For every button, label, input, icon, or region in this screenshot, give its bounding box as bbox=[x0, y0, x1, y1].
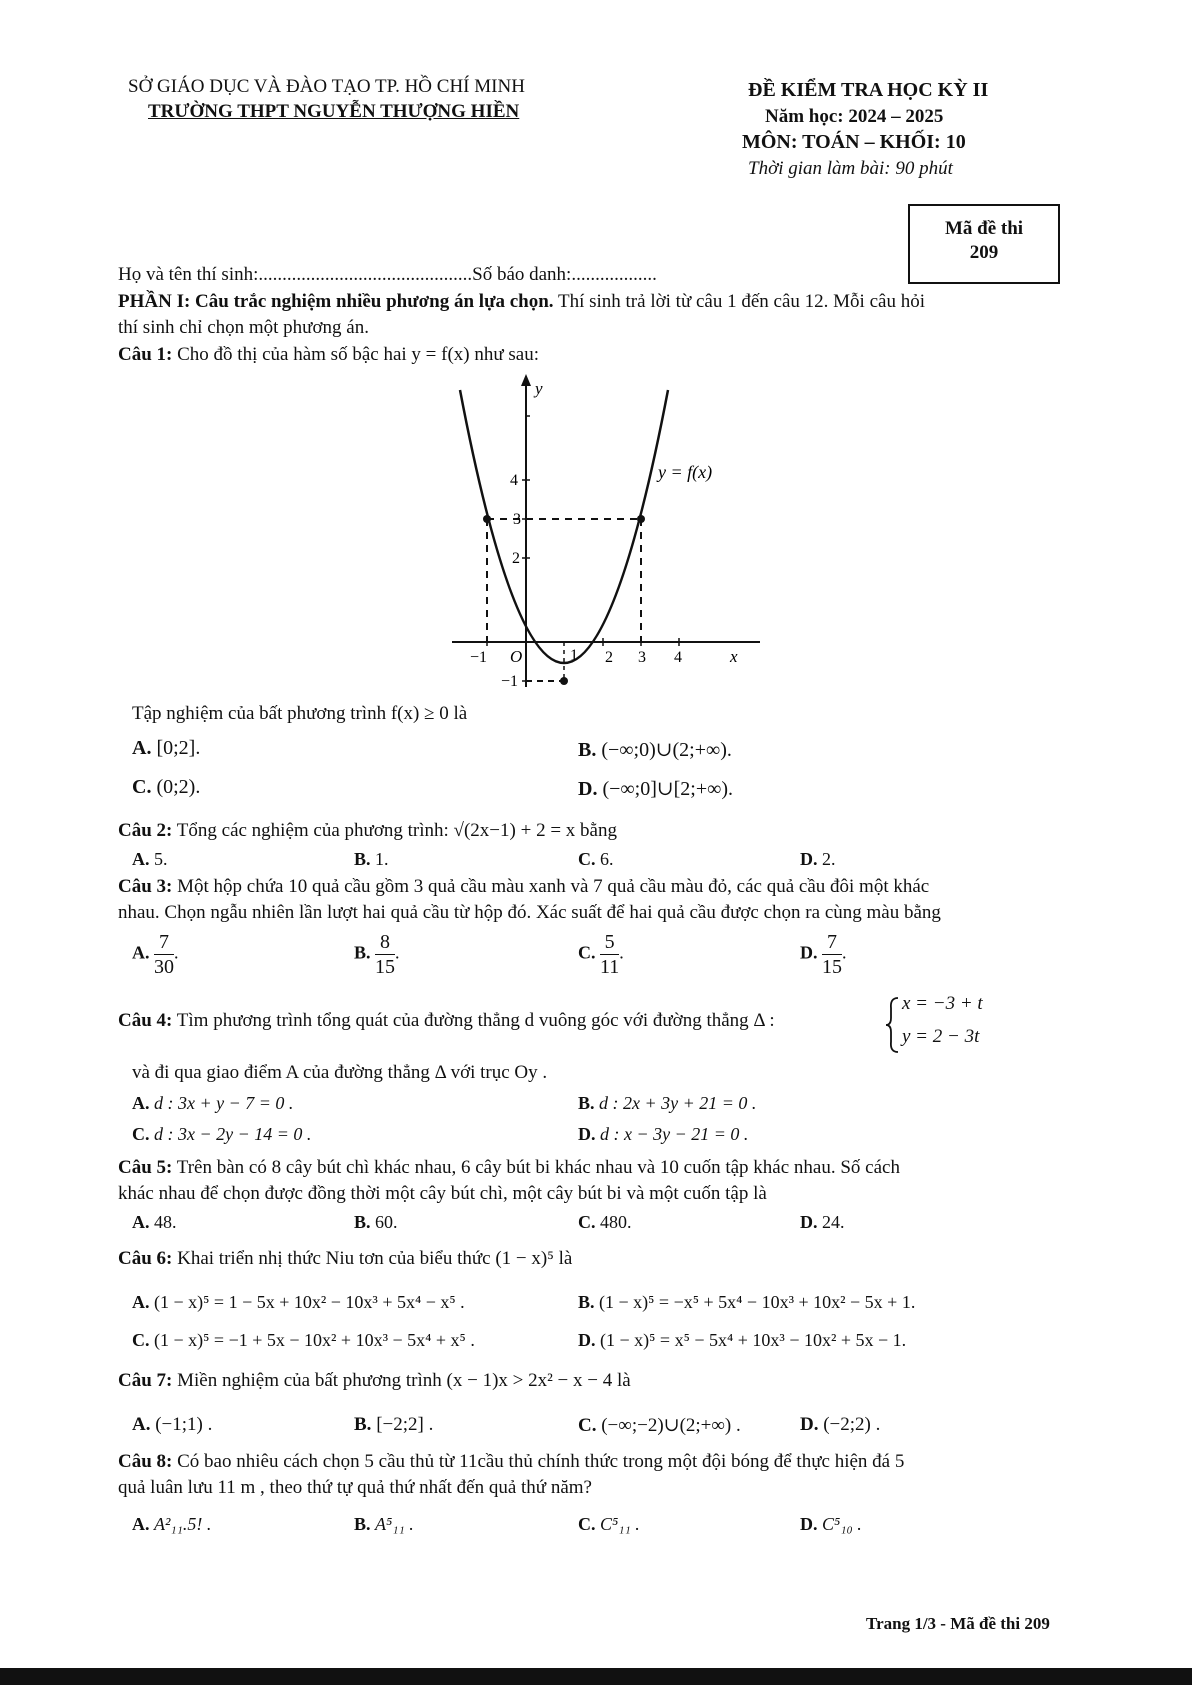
option-text: (−∞;−2)∪(2;+∞) . bbox=[601, 1415, 741, 1436]
fraction bbox=[600, 930, 619, 979]
q7-option-b bbox=[354, 1414, 433, 1436]
question-2-text: Tổng các nghiệm của phương trình: √(2x−1) + 2 = x bằng bbox=[172, 820, 617, 841]
option-text: (−1;1) . bbox=[155, 1414, 213, 1435]
option-letter: B. bbox=[354, 942, 371, 963]
q1-option-b bbox=[578, 737, 732, 762]
school-name: TRƯỜNG THPT NGUYỄN THƯỢNG HIỀN bbox=[148, 101, 520, 122]
q6-option-a bbox=[132, 1292, 465, 1313]
point-minus1-3 bbox=[483, 515, 491, 523]
question-8 bbox=[118, 1451, 904, 1473]
q3-option-d: D. $\frac{7}{15}$ . bbox=[800, 931, 847, 978]
denominator: 11 bbox=[600, 956, 620, 978]
option-letter: C. bbox=[578, 1415, 597, 1436]
option-letter: A. bbox=[132, 942, 150, 963]
numerator: 8 bbox=[375, 930, 395, 955]
q1-option-a bbox=[132, 737, 200, 760]
tick-x-2: 2 bbox=[605, 649, 613, 666]
question-6-text: Khai triển nhị thức Niu tơn của biểu thức (1 − x)⁵ là bbox=[172, 1248, 573, 1269]
page-footer: Trang 1/3 - Mã đề thi 209 bbox=[866, 1614, 1050, 1633]
exam-title: ĐỀ KIỂM TRA HỌC KỲ II bbox=[748, 79, 989, 101]
q1-option-c bbox=[132, 776, 200, 799]
option-letter: A. bbox=[132, 737, 152, 759]
q8-option-c bbox=[578, 1514, 640, 1535]
option-letter: D. bbox=[578, 1330, 596, 1350]
option-text: A⁵₁₁ . bbox=[375, 1514, 414, 1534]
numerator: 7 bbox=[154, 930, 174, 955]
question-5-text-2: khác nhau để chọn được đồng thời một cây bút chì, một cây bút bi và một cuốn tập là bbox=[118, 1183, 767, 1204]
q4-option-b bbox=[578, 1093, 756, 1114]
question-7-text: Miền nghiệm của bất phương trình (x − 1)x > 2x² − x − 4 là bbox=[172, 1370, 631, 1391]
x-axis-label: x bbox=[730, 647, 738, 666]
option-letter: A. bbox=[132, 1414, 151, 1435]
question-8-text-2: quả luân lưu 11 m , theo thứ tự quả thứ nhất đến quả thứ năm? bbox=[118, 1477, 592, 1498]
question-7-label: Câu 7: bbox=[118, 1370, 173, 1391]
quadratic-graph bbox=[440, 372, 770, 694]
question-4-text-2: và đi qua giao điểm A của đường thẳng Δ với trục Oy . bbox=[132, 1062, 548, 1083]
option-letter: B. bbox=[354, 1414, 372, 1435]
y-axis-arrow bbox=[521, 374, 531, 386]
question-5 bbox=[118, 1157, 900, 1179]
system-equation-2: y = 2 − 3t bbox=[902, 1026, 980, 1047]
option-text: 1. bbox=[375, 849, 389, 869]
question-3-label: Câu 3: bbox=[118, 876, 173, 897]
subject-line: MÔN: TOÁN – KHỐI: 10 bbox=[742, 131, 966, 153]
option-text: 48. bbox=[154, 1212, 177, 1232]
point-3-3 bbox=[637, 515, 645, 523]
option-text: d : x − 3y − 21 = 0 . bbox=[600, 1124, 749, 1144]
option-letter: D. bbox=[800, 1514, 818, 1534]
question-6-label: Câu 6: bbox=[118, 1248, 173, 1269]
option-text: 2. bbox=[822, 849, 836, 869]
q2-option-a bbox=[132, 849, 168, 870]
option-text: (−∞;0)∪(2;+∞). bbox=[601, 739, 732, 761]
q1-option-d bbox=[578, 776, 733, 801]
tick-x-minus1: −1 bbox=[470, 649, 488, 666]
option-letter: B. bbox=[578, 1093, 595, 1113]
question-2-label: Câu 2: bbox=[118, 820, 173, 841]
q7-option-c bbox=[578, 1414, 741, 1437]
q7-option-a bbox=[132, 1414, 212, 1436]
option-text: 24. bbox=[822, 1212, 845, 1232]
part1-desc: Thí sinh trả lời từ câu 1 đến câu 12. Mỗi câu hỏi bbox=[553, 291, 925, 312]
option-text: d : 3x − 2y − 14 = 0 . bbox=[154, 1124, 312, 1144]
question-7 bbox=[118, 1370, 631, 1392]
denominator: 15 bbox=[822, 956, 842, 978]
q8-option-d bbox=[800, 1514, 862, 1535]
q5-option-a bbox=[132, 1212, 177, 1233]
tick-x-3: 3 bbox=[638, 649, 646, 666]
question-6 bbox=[118, 1248, 572, 1270]
option-letter: A. bbox=[132, 849, 150, 869]
vertex-point bbox=[560, 677, 568, 685]
option-text: (1 − x)⁵ = x⁵ − 5x⁴ + 10x³ − 10x² + 5x − 1. bbox=[600, 1330, 907, 1350]
tick-x-1: 1 bbox=[570, 647, 578, 664]
question-4 bbox=[118, 1010, 775, 1032]
parabola-curve bbox=[460, 390, 668, 663]
question-5-text: Trên bàn có 8 cây bút chì khác nhau, 6 cây bút bi khác nhau và 10 cuốn tập khác nhau. Số cách bbox=[172, 1157, 900, 1178]
question-3 bbox=[118, 876, 929, 898]
q3-option-b: B. $\frac{8}{15}$ . bbox=[354, 931, 400, 978]
option-text: 6. bbox=[600, 849, 614, 869]
option-text: (0;2). bbox=[156, 776, 201, 798]
option-letter: D. bbox=[800, 942, 818, 963]
tick-x-4: 4 bbox=[674, 649, 682, 666]
tick-y-minus1: −1 bbox=[501, 673, 519, 690]
option-letter: A. bbox=[132, 1514, 150, 1534]
part1-title: PHẦN I: Câu trắc nghiệm nhiều phương án lựa chọn. bbox=[118, 291, 554, 312]
school-year: Năm học: 2024 – 2025 bbox=[765, 106, 944, 127]
option-text: (−∞;0]∪[2;+∞). bbox=[602, 778, 734, 800]
option-text: [−2;2] . bbox=[376, 1414, 434, 1435]
q7-option-d bbox=[800, 1414, 880, 1436]
option-text: d : 3x + y − 7 = 0 . bbox=[154, 1093, 294, 1113]
option-text: C⁵₁₀ . bbox=[822, 1514, 862, 1534]
option-letter: D. bbox=[800, 1212, 818, 1232]
option-text: (1 − x)⁵ = −x⁵ + 5x⁴ − 10x³ + 10x² − 5x + 1. bbox=[599, 1292, 916, 1312]
tick-y-2: 2 bbox=[512, 550, 520, 567]
q3-option-a: A. $\frac{7}{30}$ . bbox=[132, 931, 179, 978]
curve-label: y = f(x) bbox=[658, 462, 713, 482]
q8-option-a bbox=[132, 1514, 211, 1535]
option-letter: C. bbox=[132, 776, 152, 798]
exam-code-label: Mã đề thi bbox=[944, 218, 1024, 239]
q5-option-d bbox=[800, 1212, 845, 1233]
option-letter: D. bbox=[800, 849, 818, 869]
scan-bottom-edge bbox=[0, 1668, 1192, 1685]
question-2 bbox=[118, 820, 617, 842]
option-letter: D. bbox=[578, 1124, 596, 1144]
option-letter: A. bbox=[132, 1093, 150, 1113]
option-letter: D. bbox=[800, 1414, 819, 1435]
option-text: 5. bbox=[154, 849, 168, 869]
q6-option-c bbox=[132, 1330, 475, 1351]
option-letter: A. bbox=[132, 1212, 150, 1232]
question-4-text: Tìm phương trình tổng quát của đường thẳng d vuông góc với đường thẳng Δ : bbox=[172, 1010, 775, 1031]
option-text: d : 2x + 3y + 21 = 0 . bbox=[599, 1093, 757, 1113]
option-letter: C. bbox=[578, 942, 596, 963]
option-text: 60. bbox=[375, 1212, 398, 1232]
option-text: [0;2]. bbox=[156, 737, 201, 759]
part1-header bbox=[118, 291, 925, 313]
option-letter: B. bbox=[354, 849, 371, 869]
question-8-label: Câu 8: bbox=[118, 1451, 173, 1472]
fraction bbox=[375, 930, 395, 979]
q6-option-b bbox=[578, 1292, 915, 1313]
option-letter: A. bbox=[132, 1292, 150, 1312]
tick-y-3: 3 bbox=[513, 511, 521, 528]
numerator: 5 bbox=[600, 930, 619, 955]
question-8-text: Có bao nhiêu cách chọn 5 cầu thủ từ 11cầu thủ chính thức trong một đội bóng để thực hiện đá 5 bbox=[172, 1451, 905, 1472]
q8-option-b bbox=[354, 1514, 414, 1535]
origin-label: O bbox=[510, 647, 523, 666]
q4-option-d bbox=[578, 1124, 748, 1145]
option-letter: C. bbox=[132, 1124, 150, 1144]
q6-option-d bbox=[578, 1330, 906, 1351]
question-5-label: Câu 5: bbox=[118, 1157, 173, 1178]
part1-desc-2: thí sinh chỉ chọn một phương án. bbox=[118, 317, 369, 338]
exam-code-value: 209 bbox=[969, 242, 999, 263]
q2-option-b bbox=[354, 849, 389, 870]
q5-option-c bbox=[578, 1212, 632, 1233]
y-axis-label: y bbox=[535, 379, 543, 398]
q3-option-c: C. $\frac{5}{11}$ . bbox=[578, 931, 624, 978]
option-text: (1 − x)⁵ = 1 − 5x + 10x² − 10x³ + 5x⁴ − x⁵ . bbox=[154, 1292, 465, 1312]
question-1-prompt: Tập nghiệm của bất phương trình f(x) ≥ 0 là bbox=[132, 703, 468, 724]
option-letter: B. bbox=[354, 1514, 371, 1534]
student-info-line: Họ và tên thí sinh:.............................................Số báo danh:.................. bbox=[118, 264, 657, 285]
option-letter: B. bbox=[578, 739, 597, 761]
option-text: 480. bbox=[600, 1212, 632, 1232]
option-text: A²₁₁.5! . bbox=[154, 1514, 212, 1534]
department-name: SỞ GIÁO DỤC VÀ ĐÀO TẠO TP. HỒ CHÍ MINH bbox=[128, 76, 525, 97]
fraction bbox=[154, 930, 174, 979]
system-equation-1: x = −3 + t bbox=[902, 993, 983, 1014]
question-3-text-2: nhau. Chọn ngẫu nhiên lần lượt hai quả cầu từ hộp đó. Xác suất để hai quả cầu được chọn ra cùng màu bằng bbox=[118, 902, 941, 923]
question-4-label: Câu 4: bbox=[118, 1010, 173, 1031]
tick-y-4: 4 bbox=[510, 472, 518, 489]
option-letter: C. bbox=[578, 849, 596, 869]
exam-code-box bbox=[908, 204, 1060, 284]
question-1-label: Câu 1: bbox=[118, 344, 173, 365]
q2-option-d bbox=[800, 849, 836, 870]
q4-option-c bbox=[132, 1124, 311, 1145]
q4-option-a bbox=[132, 1093, 293, 1114]
option-text: (1 − x)⁵ = −1 + 5x − 10x² + 10x³ − 5x⁴ + x⁵ . bbox=[154, 1330, 475, 1350]
question-1 bbox=[118, 344, 539, 366]
question-3-text: Một hộp chứa 10 quả cầu gồm 3 quả cầu màu xanh và 7 quả cầu màu đỏ, các quả cầu đôi một khác bbox=[172, 876, 930, 897]
option-letter: D. bbox=[578, 778, 598, 800]
option-letter: C. bbox=[578, 1212, 596, 1232]
system-brace bbox=[884, 996, 900, 1054]
duration-line: Thời gian làm bài: 90 phút bbox=[748, 158, 953, 179]
question-1-text: Cho đồ thị của hàm số bậc hai y = f(x) như sau: bbox=[172, 344, 540, 365]
option-letter: C. bbox=[578, 1514, 596, 1534]
option-text: C⁵₁₁ . bbox=[600, 1514, 640, 1534]
q2-option-c bbox=[578, 849, 614, 870]
option-letter: C. bbox=[132, 1330, 150, 1350]
denominator: 30 bbox=[154, 956, 174, 978]
numerator: 7 bbox=[822, 930, 842, 955]
option-text: (−2;2) . bbox=[823, 1414, 881, 1435]
fraction bbox=[822, 930, 842, 979]
option-letter: B. bbox=[354, 1212, 371, 1232]
denominator: 15 bbox=[375, 956, 396, 978]
q5-option-b bbox=[354, 1212, 398, 1233]
option-letter: B. bbox=[578, 1292, 595, 1312]
